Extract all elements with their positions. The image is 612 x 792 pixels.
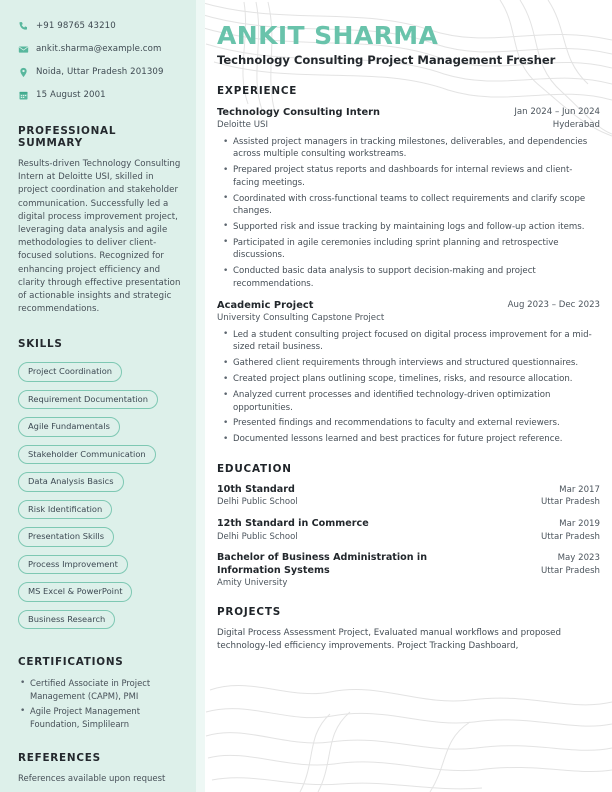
skill-chip-item xyxy=(18,497,182,525)
education-school: Delhi Public School xyxy=(217,497,298,508)
references-heading: REFERENCES xyxy=(18,752,101,765)
experience-bullet: • Presented findings and recommendations to faculty and external reviewers. xyxy=(233,417,600,429)
experience-bullet: • Assisted project managers in tracking milestones, deliverables, and dependencies across multiple consulting workstreams. xyxy=(233,136,600,161)
job-title: Technology Consulting Project Management Fresher xyxy=(217,53,556,67)
experience-entry-subheader xyxy=(217,312,600,324)
skill-chip: Project Coordination xyxy=(18,362,122,382)
skill-chip: Risk Identification xyxy=(18,500,112,520)
experience-bullet-list xyxy=(217,329,600,446)
skill-chip: MS Excel & PowerPoint xyxy=(18,582,132,602)
education-entry xyxy=(217,484,600,509)
education-entry-left xyxy=(217,484,298,509)
education-entry xyxy=(217,552,600,589)
education-entry-right xyxy=(541,552,600,577)
experience-bullet: • Created project plans outlining scope, timelines, risks, and resource allocation. xyxy=(233,373,600,385)
education-location: Uttar Pradesh xyxy=(540,531,600,542)
education-entry-right xyxy=(541,518,600,543)
education-degree: Bachelor of Business Administration in Information Systems xyxy=(217,552,428,576)
experience-bullet: • Coordinated with cross-functional teams to collect requirements and clarify scope changes. xyxy=(233,193,600,218)
experience-bullet: • Participated in agile ceremonies including sprint planning and retrospective discussions. xyxy=(233,237,600,262)
education-entry-left xyxy=(217,518,369,543)
certification-item: • Certified Associate in Project Management (CAPM), PMI xyxy=(30,677,182,702)
contact-item-phone xyxy=(18,20,182,34)
sidebar-gutter xyxy=(196,0,205,792)
experience-bullet: • Gathered client requirements through interviews and structured questionnaires. xyxy=(233,357,600,369)
experience-entry xyxy=(217,106,600,290)
contact-location-text: Noida, Uttar Pradesh 201309 xyxy=(36,67,164,77)
skill-chip-item xyxy=(18,579,182,607)
education-entry-right xyxy=(541,484,600,509)
experience-entry-header xyxy=(217,106,600,119)
references-text: References available upon request xyxy=(18,774,166,785)
contact-item-birthdate xyxy=(18,89,182,103)
professional-summary-heading: PROFESSIONAL SUMMARY xyxy=(18,125,117,149)
calendar-icon xyxy=(18,90,29,103)
skill-chip-item xyxy=(18,414,182,442)
skill-chip: Agile Fundamentals xyxy=(18,417,120,437)
experience-bullet: • Documented lessons learned and best practices for future project reference. xyxy=(233,433,600,445)
skill-chip-item xyxy=(18,442,182,470)
certifications-list xyxy=(18,677,182,730)
page-title: ANKIT SHARMA xyxy=(217,21,439,50)
contact-birthdate-text: 15 August 2001 xyxy=(36,90,106,100)
skill-chip: Data Analysis Basics xyxy=(18,472,124,492)
education-degree: 10th Standard xyxy=(217,483,295,495)
skill-chip-item xyxy=(18,524,182,552)
skill-chip-item xyxy=(18,387,182,415)
education-location: Uttar Pradesh xyxy=(540,497,600,508)
sidebar xyxy=(0,0,196,792)
education-heading: EDUCATION xyxy=(217,462,292,475)
experience-date: Jan 2024 – Jun 2024 xyxy=(514,107,600,117)
experience-organization: University Consulting Capstone Project xyxy=(217,312,385,323)
projects-text: Digital Process Assessment Project, Evaluated manual workflows and proposed technology-led efficiency improvements. Project Tracking Dashboard, xyxy=(217,628,562,652)
skill-chip-item xyxy=(18,359,182,387)
skill-chip: Requirement Documentation xyxy=(18,390,158,410)
certifications-heading: CERTIFICATIONS xyxy=(18,656,124,669)
education-school: Delhi Public School xyxy=(217,531,298,542)
experience-date: Aug 2023 – Dec 2023 xyxy=(507,299,600,310)
contact-email-text: ankit.sharma@example.com xyxy=(36,44,162,54)
contact-item-email xyxy=(18,43,182,57)
experience-bullet: • Conducted basic data analysis to support decision-making and project recommendations. xyxy=(233,265,600,290)
professional-summary-text: Results-driven Technology Consulting Intern at Deloitte USI, skilled in project coordination and stakeholder communication. Successfully led a digital process improvement project, leveraging data analysis and agile methodologies to deliver client-focused solutions. Recognized for enhancing project efficiency and clarity through effective presentation of actionable insights and strategic recommendations. xyxy=(18,159,181,315)
skill-chip: Process Improvement xyxy=(18,555,128,575)
experience-bullet-list xyxy=(217,136,600,290)
experience-organization: Deloitte USI xyxy=(217,120,268,130)
skill-chip: Stakeholder Communication xyxy=(18,445,156,465)
skill-chip: Presentation Skills xyxy=(18,527,114,547)
projects-heading: PROJECTS xyxy=(217,606,282,619)
contact-phone-text: +91 98765 43210 xyxy=(36,21,116,31)
contact-list xyxy=(18,20,182,103)
education-degree: 12th Standard in Commerce xyxy=(217,517,369,529)
experience-bullet: • Supported risk and issue tracking by maintaining logs and follow-up action items. xyxy=(233,221,600,233)
experience-heading: EXPERIENCE xyxy=(217,85,298,97)
skills-chip-list xyxy=(18,359,182,634)
main-content xyxy=(205,0,612,792)
email-icon xyxy=(18,44,29,57)
skill-chip-item xyxy=(18,469,182,497)
experience-bullet: • Prepared project status reports and dashboards for internal reviews and client-facing meetings. xyxy=(233,164,600,189)
experience-role: Academic Project xyxy=(217,299,314,311)
education-date: Mar 2017 xyxy=(559,484,600,495)
experience-entry-header xyxy=(217,299,600,312)
experience-location: Hyderabad xyxy=(552,120,600,130)
experience-bullet: • Led a student consulting project focused on digital process improvement for a mid-sized retail business. xyxy=(233,329,600,354)
experience-entry-subheader xyxy=(217,119,600,131)
education-entry-left xyxy=(217,552,452,589)
experience-role: Technology Consulting Intern xyxy=(217,107,381,118)
skill-chip-item xyxy=(18,607,182,635)
skills-heading: SKILLS xyxy=(18,338,63,351)
education-location: Uttar Pradesh xyxy=(540,565,600,576)
contact-item-location xyxy=(18,66,182,80)
education-school: Amity University xyxy=(217,578,288,589)
location-pin-icon xyxy=(18,67,29,80)
education-entry xyxy=(217,518,600,543)
experience-entry xyxy=(217,299,600,446)
skill-chip-item xyxy=(18,552,182,580)
phone-icon xyxy=(18,21,29,34)
education-date: May 2023 xyxy=(557,553,600,564)
skill-chip: Business Research xyxy=(18,610,115,630)
certification-item: • Agile Project Management Foundation, Simplilearn xyxy=(30,705,182,730)
education-date: Mar 2019 xyxy=(559,518,600,529)
experience-bullet: • Analyzed current processes and identified technology-driven optimization opportunities. xyxy=(233,389,600,414)
